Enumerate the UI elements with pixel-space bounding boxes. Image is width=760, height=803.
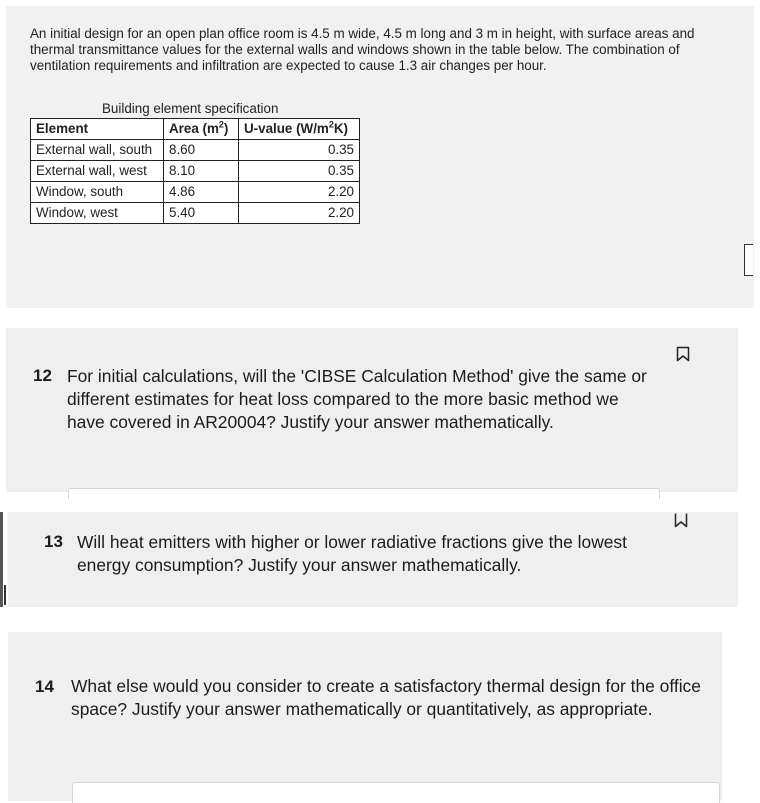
building-element-table [30,118,360,224]
cell-element: Window, west [31,203,164,224]
table-header-row [31,119,360,140]
table-caption: Building element specification [102,101,279,116]
cell-element: Window, south [31,182,164,203]
cell-u-value: 2.20 [239,182,360,203]
question-number: 14 [35,677,54,696]
question-12-card [6,328,738,492]
cell-area: 5.40 [164,203,239,224]
cell-element: External wall, south [31,140,164,161]
left-edge-marker [0,512,3,607]
question-14-card [8,632,722,801]
cell-u-value: 2.20 [239,203,360,224]
question-text: What else would you consider to create a satisfactory thermal design for the office space? Justify your answer mathematically or quantitatively, as appropriate. [71,676,701,719]
flag-icon[interactable] [674,512,688,528]
cell-area: 8.60 [164,140,239,161]
question-number: 13 [44,532,63,551]
header-u-value: U-value $(W/m^2K)$ [239,119,360,140]
header-element: Element [31,119,164,140]
side-scroll-handle[interactable] [744,244,753,276]
left-edge-marker [4,585,6,605]
question-13-card [8,512,738,607]
answer-input[interactable] [68,488,660,499]
intro-text: An initial design for an open plan office room is 4.5 m wide, 4.5 m long and 3 m in height, with surface areas and thermal transmittance values for the external walls and windows shown in the table below. The combination of ventilation requirements and infiltration are expected to cause 1.3 air changes per hour. [30,26,695,73]
table-row [31,140,360,161]
table-row [31,203,360,224]
question-number: 12 [33,366,52,385]
table-row [31,182,360,203]
answer-input[interactable] [72,782,720,803]
cell-u-value: 0.35 [239,140,360,161]
intro-panel [6,6,754,308]
cell-element: External wall, west [31,161,164,182]
table-row [31,161,360,182]
flag-icon[interactable] [676,346,690,362]
question-text: For initial calculations, will the 'CIBSE Calculation Method' give the same or different estimates for heat loss compared to the more basic method we have covered in AR20004? Justify your answer mathematically. [67,366,647,432]
header-area: Area $(m^2)$ [164,119,239,140]
cell-area: 8.10 [164,161,239,182]
cell-area: 4.86 [164,182,239,203]
cell-u-value: 0.35 [239,161,360,182]
question-text: Will heat emitters with higher or lower radiative fractions give the lowest energy consumption? Justify your answer mathematically. [77,532,627,575]
